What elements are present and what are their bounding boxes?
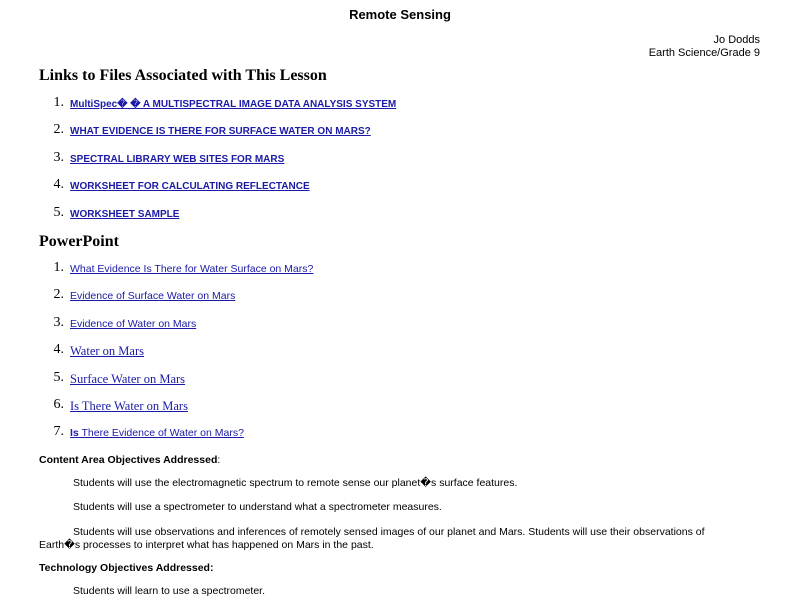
content-objectives-label-colon: : bbox=[217, 454, 221, 466]
list-number: 1. bbox=[53, 260, 64, 275]
link-multispec[interactable]: MultiSpec� � A MULTISPECTRAL IMAGE DATA ANALYSIS SYSTEM bbox=[70, 99, 397, 110]
content-objective-paragraph: Students will use observations and inferences of remotely sensed images of our planet and Mars. Students will use their observations of Earth�s processes to interpret what has happened on Mars in the past. bbox=[39, 526, 705, 551]
ppt-link-5[interactable]: Surface Water on Mars bbox=[70, 371, 186, 386]
link-spectral-library[interactable]: SPECTRAL LIBRARY WEB SITES FOR MARS bbox=[70, 153, 285, 165]
list-number: 4. bbox=[53, 342, 64, 358]
powerpoint-heading: PowerPoint bbox=[39, 233, 119, 250]
content-objective-paragraph: Students will use a spectrometer to understand what a spectrometer measures. bbox=[73, 501, 442, 513]
link-surface-water-evidence[interactable]: WHAT EVIDENCE IS THERE FOR SURFACE WATER ON MARS? bbox=[70, 126, 371, 138]
list-number: 3. bbox=[53, 149, 64, 165]
ppt-link-4[interactable]: Water on Mars bbox=[70, 344, 144, 359]
list-number: 2. bbox=[53, 287, 64, 303]
list-number: 3. bbox=[53, 314, 64, 330]
list-number: 2. bbox=[53, 122, 64, 138]
ppt-link-2[interactable]: Evidence of Surface Water on Mars bbox=[70, 290, 236, 303]
ppt-link-6[interactable]: Is There Water on Mars bbox=[70, 398, 188, 413]
author-name: Jo Dodds bbox=[713, 34, 760, 46]
list-number: 5. bbox=[53, 369, 64, 385]
author-course: Earth Science/Grade 9 bbox=[648, 47, 760, 59]
technology-objectives-label: Technology Objectives Addressed: bbox=[39, 562, 214, 574]
content-objectives-label bbox=[39, 454, 220, 466]
author-block bbox=[649, 34, 760, 60]
link-reflectance-worksheet[interactable]: WORKSHEET FOR CALCULATING REFLECTANCE bbox=[70, 181, 310, 193]
list-number: 6. bbox=[53, 396, 64, 412]
list-number: 4. bbox=[53, 177, 64, 193]
ppt-link-7-first-word: Is bbox=[70, 427, 79, 440]
ppt-link-7[interactable] bbox=[70, 427, 244, 439]
content-objectives-label-text: Content Area Objectives Addressed bbox=[39, 454, 218, 466]
list-number: 7. bbox=[53, 424, 64, 440]
ppt-link-1[interactable]: What Evidence Is There for Water Surface on Mars? bbox=[70, 263, 314, 275]
content-objective-paragraph: Students will use the electromagnetic spectrum to remote sense our planet�s surface features. bbox=[73, 477, 518, 489]
technology-objective-paragraph: Students will learn to use a spectrometer. bbox=[73, 585, 266, 597]
list-number: 1. bbox=[53, 95, 64, 110]
list-number: 5. bbox=[53, 204, 64, 220]
ppt-link-3[interactable]: Evidence of Water on Mars bbox=[70, 317, 197, 330]
links-section-heading: Links to Files Associated with This Lesson bbox=[39, 67, 327, 84]
ppt-link-7-rest: There Evidence of Water on Mars? bbox=[78, 427, 244, 440]
page-title: Remote Sensing bbox=[349, 7, 451, 22]
link-worksheet-sample[interactable]: WORKSHEET SAMPLE bbox=[70, 208, 180, 220]
